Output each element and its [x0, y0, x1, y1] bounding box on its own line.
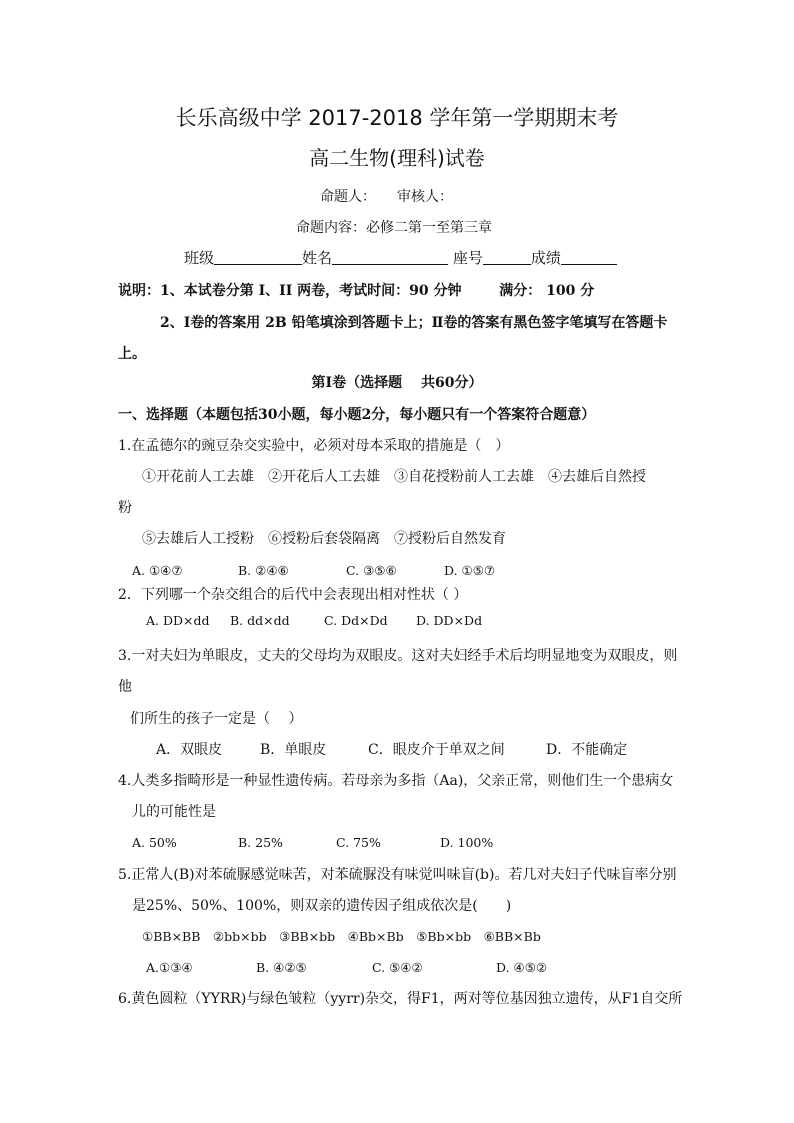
q2-option-a[interactable]: A. DD×dd [146, 613, 210, 628]
exam-subtitle: 高二生物(理科)试卷 [309, 146, 485, 170]
exam-title: 长乐高级中学 2017-2018 学年第一学期期末考 [175, 106, 619, 130]
q5-option-c[interactable]: C. ⑤④② [372, 960, 423, 975]
q5-items: ①BB×BB ②bb×bb ③BB×bb ④Bb×Bb ⑤Bb×bb ⑥BB×Bb [142, 929, 541, 944]
seat-label: 座号 [452, 249, 483, 267]
score-blank[interactable] [561, 248, 617, 265]
authors-line: 命题人： 审核人： [320, 189, 453, 205]
q1-option-d[interactable]: D. ①⑤⑦ [444, 563, 496, 578]
part-title: 第Ⅰ卷（选择题 共60分） [311, 375, 483, 391]
q1-items-line-1-wrap: 粉 [118, 500, 132, 516]
q5-stem-line-1: 5.正常人(B)对苯硫脲感觉味苦，对苯硫脲没有味觉叫味盲(b)。若几对夫妇子代味盲率分别 [118, 867, 677, 883]
student-info-fields [184, 248, 617, 268]
q3-option-a[interactable]: A．双眼皮 [156, 742, 223, 758]
seat-blank[interactable] [483, 248, 531, 265]
q3-options [156, 740, 627, 760]
q3-stem-line-1: 3.一对夫妇为单眼皮，丈夫的父母均为双眼皮。这对夫妇经手术后均明显地变为双眼皮，则 [118, 648, 678, 664]
q2-stem: 2．下列哪一个杂交组合的后代中会表现出相对性状（ ） [118, 587, 468, 603]
q5-options [146, 958, 547, 978]
section-heading: 一、选择题（本题包括30小题，每小题2分，每小题只有一个答案符合题意） [118, 407, 596, 423]
q4-stem-line-1: 4.人类多指畸形是一种显性遗传病。若母亲为多指（Aa)，父亲正常，则他们生一个患病女 [118, 773, 674, 789]
class-label: 班级 [184, 249, 215, 267]
q4-option-a[interactable]: A. 50% [132, 835, 177, 850]
note-2-line-2: 上。 [118, 346, 146, 362]
q4-option-b[interactable]: B. 25% [238, 835, 283, 850]
q1-items-line-2: ⑤去雄后人工授粉 ⑥授粉后套袋隔离 ⑦授粉后自然发育 [142, 531, 506, 547]
q5-option-a[interactable]: A.①③④ [146, 960, 193, 975]
q1-options [132, 561, 495, 581]
q3-stem-line-2: 他 [118, 679, 132, 695]
q2-option-b[interactable]: B. dd×dd [230, 613, 290, 628]
q2-option-d[interactable]: D. DD×Dd [416, 613, 483, 628]
q1-items-line-1: ①开花前人工去雄 ②开花后人工去雄 ③自花授粉前人工去雄 ④去雄后自然授 [142, 469, 646, 485]
q4-options [132, 833, 493, 853]
score-label: 成绩 [530, 249, 561, 267]
q3-option-c[interactable]: C．眼皮介于单双之间 [368, 742, 505, 758]
q6-stem-line-1: 6.黄色圆粒（YYRR)与绿色皱粒（yyrr)杂交，得F1，两对等位基因独立遗传，从F1自交所 [118, 991, 683, 1007]
q3-stem-line-3: 们所生的孩子一定是（ ） [130, 711, 303, 727]
q2-options [146, 611, 482, 631]
q3-option-b[interactable]: B．单眼皮 [260, 742, 327, 758]
q1-option-b[interactable]: B. ②④⑥ [238, 563, 289, 578]
q2-option-c[interactable]: C. Dd×Dd [324, 613, 388, 628]
q5-stem-line-2: 是25%、50%、100%，则双亲的遗传因子组成依次是( ) [132, 898, 512, 914]
class-blank[interactable] [214, 248, 302, 265]
name-label: 姓名 [302, 249, 333, 267]
note-2-line-1: 2、Ⅰ卷的答案用 2B 铅笔填涂到答题卡上；Ⅱ卷的答案有黑色签字笔填写在答题卡 [160, 315, 668, 331]
q4-option-d[interactable]: D. 100% [440, 835, 494, 850]
q4-option-c[interactable]: C. 75% [336, 835, 381, 850]
q5-option-b[interactable]: B. ④②⑤ [256, 960, 307, 975]
q1-option-c[interactable]: C. ③⑤⑥ [346, 563, 397, 578]
q1-option-a[interactable]: A. ①④⑦ [132, 563, 183, 578]
content-line: 命题内容：必修二第一至第三章 [296, 220, 492, 236]
note-1-right: 满分： 100 分 [499, 283, 595, 299]
q4-stem-line-2: 儿的可能性是 [132, 804, 216, 820]
note-1 [118, 281, 594, 301]
q1-stem: 1.在孟德尔的豌豆杂交实验中，必须对母本采取的措施是（ ） [118, 438, 510, 454]
name-blank[interactable] [332, 248, 448, 265]
q5-option-d[interactable]: D. ④⑤② [496, 960, 548, 975]
q3-option-d[interactable]: D．不能确定 [546, 742, 628, 758]
note-1-left: 说明：1、本试卷分第 I、II 两卷，考试时间：90 分钟 [118, 283, 462, 299]
